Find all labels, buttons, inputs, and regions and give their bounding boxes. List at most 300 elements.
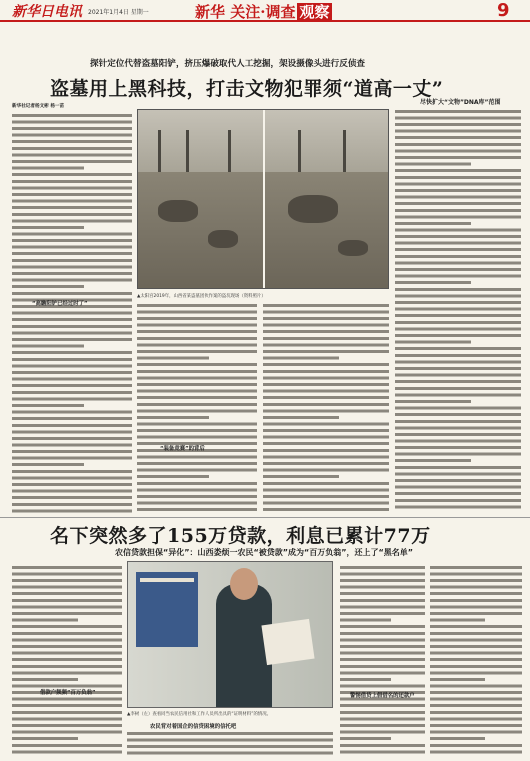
text-line [12,323,132,330]
text-line [263,493,389,500]
text-line [340,702,425,709]
text-line [12,237,132,244]
article1-column-4 [395,108,521,516]
text-line [340,577,425,584]
text-line [12,257,132,264]
text-line [395,279,471,286]
text-line [263,322,389,329]
section-name: 关注·调查 [230,3,296,21]
text-line [137,388,257,395]
article1-byline: 新华社记者杨文彬 杨一苗 [12,104,65,109]
text-line [12,481,132,488]
text-line [430,656,522,663]
text-line [12,422,132,429]
text-line [263,434,389,441]
section-highlight: 观察 [299,3,330,21]
text-line [430,643,522,650]
text-line [263,335,389,342]
text-line [395,365,521,372]
text-line [12,623,122,630]
text-line [12,508,132,515]
text-line [137,328,257,335]
article1-column-1 [12,112,132,516]
text-line [12,158,132,165]
text-line [12,112,132,119]
article2-column-1 [12,564,122,759]
text-line [430,564,522,571]
text-line [12,409,132,416]
text-line [12,729,122,736]
text-line [137,381,257,388]
article2-column-2 [340,564,425,759]
article2-photo [127,561,333,708]
text-line [137,480,257,487]
text-line [12,656,122,663]
text-line [12,165,84,172]
text-line [395,253,521,260]
article2-subhead-2: 农民背对着国企的信贷困境的信托吧 [150,724,237,730]
text-line [263,506,389,513]
text-line [12,617,78,624]
section-divider [0,517,530,518]
text-line [12,630,122,637]
text-line [127,743,333,750]
text-line [12,145,132,152]
issue-date: 2021年1月4日 星期一 [88,9,149,16]
article1-side-title: 尽快扩大“文物”DNA库”范围 [420,99,501,106]
text-line [12,132,132,139]
text-line [263,460,389,467]
text-line [395,200,521,207]
text-line [137,500,257,507]
text-line [12,204,132,211]
text-line [12,349,132,356]
text-line [395,477,521,484]
text-line [137,322,257,329]
text-line [12,742,122,749]
text-line [263,361,389,368]
article2-column-3 [127,730,333,759]
text-line [137,375,257,382]
text-line [12,138,132,145]
text-line [12,316,132,323]
text-line [395,227,521,234]
text-line [12,310,132,317]
text-line [430,735,485,742]
article2-subtitle: 农信贷款担保“异化”：山西娄烦一农民“被贷款”成为“百万负翁”，还上了“黑名单” [115,548,414,557]
text-line [12,402,84,409]
text-line [263,408,389,415]
text-line [137,414,209,421]
text-line [340,604,425,611]
text-line [395,115,521,122]
text-line [340,735,391,742]
text-line [430,604,522,611]
text-line [340,663,425,670]
article2-subhead-1: 借款户频频“百万负翁” [40,690,96,696]
text-line [12,198,132,205]
text-line [430,729,522,736]
text-line [12,571,122,578]
text-line [12,610,122,617]
text-line [12,336,132,343]
text-line [137,487,257,494]
text-line [340,670,425,677]
text-line [430,702,522,709]
text-line [137,408,257,415]
text-line [395,352,521,359]
page-header [0,0,530,22]
text-line [12,231,132,238]
text-line [340,610,425,617]
text-line [395,128,521,135]
text-line [263,467,389,474]
text-line [395,121,521,128]
text-line [395,246,521,253]
text-line [395,187,521,194]
text-line [395,398,471,405]
text-line [395,471,521,478]
text-line [12,663,122,670]
text-line [263,480,389,487]
text-line [395,134,521,141]
text-line [12,415,132,422]
text-line [12,435,132,442]
text-line [263,401,389,408]
text-line [395,431,521,438]
text-line [395,405,521,412]
text-line [12,396,132,403]
text-line [137,434,257,441]
text-line [263,368,389,375]
text-line [12,356,132,363]
text-line [395,141,521,148]
text-line [12,178,132,185]
text-line [263,375,389,382]
text-line [127,750,333,757]
text-line [137,467,257,474]
text-line [137,302,257,309]
article1-subtitle: 探针定位代替盗墓阳铲，挤压爆破取代人工挖掘，架设摄像头进行反侦查 [90,59,366,69]
text-line [395,167,521,174]
text-line [263,454,389,461]
text-line [340,722,425,729]
text-line [12,211,132,218]
text-line [395,497,521,504]
text-line [430,670,522,677]
text-line [263,309,389,316]
page-number: 9 [497,0,510,21]
text-line [395,444,521,451]
text-line [430,590,522,597]
text-line [395,181,521,188]
text-line [127,730,333,737]
text-line [12,283,84,290]
text-line [430,696,522,703]
text-line [395,438,521,445]
text-line [395,378,521,385]
text-line [12,604,122,611]
text-line [137,427,257,434]
text-line [263,355,339,362]
text-line [12,448,132,455]
text-line [395,299,521,306]
text-line [395,207,521,214]
text-line [395,273,521,280]
text-line [395,154,521,161]
text-line [137,315,257,322]
text-line [12,501,132,508]
text-line [395,148,521,155]
article1-column-2 [137,302,257,516]
text-line [12,716,122,723]
text-line [12,429,132,436]
text-line [340,597,425,604]
text-line [137,361,257,368]
text-line [340,650,425,657]
text-line [12,676,78,683]
article2-headline: 名下突然多了155万贷款，利息已累计77万 [50,525,431,547]
text-line [430,597,522,604]
text-line [263,348,389,355]
article1-subhead-1: “高瞻阳铲已经过时了” [32,301,88,307]
text-line [340,716,425,723]
text-line [395,504,521,511]
article2-column-4 [430,564,522,759]
text-line [12,494,132,501]
text-line [395,345,521,352]
text-line [137,355,209,362]
text-line [430,584,522,591]
text-line [137,342,257,349]
text-line [12,343,84,350]
text-line [430,742,522,749]
text-line [12,389,132,396]
text-line [263,447,389,454]
text-line [12,442,132,449]
text-line [137,401,257,408]
text-line [340,676,391,683]
text-line [12,461,84,468]
text-line [430,749,522,756]
text-line [395,260,521,267]
text-line [395,312,521,319]
text-line [430,722,522,729]
text-line [340,729,425,736]
text-line [430,663,522,670]
text-line [340,643,425,650]
text-line [340,630,425,637]
text-line [263,487,389,494]
text-line [12,455,132,462]
text-line [12,577,122,584]
text-line [395,194,521,201]
article2-photo-caption: ▲李树（左）查看同当农民信用社和工作人员所出具的“证明材料”的情况。 [127,712,272,717]
text-line [137,454,257,461]
text-line [395,286,521,293]
text-line [263,427,389,434]
text-line [263,315,389,322]
text-line [430,709,522,716]
text-line [137,309,257,316]
text-line [12,722,122,729]
text-line [395,457,471,464]
text-line [340,709,425,716]
text-line [137,335,257,342]
section-title [195,1,332,22]
text-line [263,328,389,335]
text-line [395,108,521,115]
text-line [263,394,389,401]
article1-subhead-2: “装备竞赛”的背后 [160,446,205,452]
text-line [395,385,521,392]
text-line [12,749,122,756]
text-line [12,643,122,650]
text-line [395,332,521,339]
text-line [430,577,522,584]
text-line [430,683,522,690]
text-line [12,369,132,376]
text-line [395,319,521,326]
text-line [12,330,132,337]
newspaper-brand: 新华日电讯 [12,4,82,20]
text-line [12,735,78,742]
text-line [12,185,132,192]
text-line [340,749,425,756]
text-line [395,293,521,300]
text-line [12,125,132,132]
text-line [340,564,425,571]
text-line [12,152,132,159]
text-line [137,348,257,355]
text-line [430,650,522,657]
section-brand: 新华 [195,3,226,21]
text-line [263,421,389,428]
text-line [137,493,257,500]
text-line [137,473,209,480]
text-line [340,571,425,578]
text-line [263,414,339,421]
text-line [12,650,122,657]
text-line [12,475,132,482]
text-line [395,359,521,366]
text-line [263,342,389,349]
text-line [12,597,122,604]
text-line [430,689,522,696]
text-line [263,381,389,388]
text-line [395,214,521,221]
text-line [263,500,389,507]
text-line [12,564,122,571]
text-line [430,637,522,644]
article2-subhead-3: 警惕借贷上假借名的还款户 [350,693,415,699]
text-line [395,490,521,497]
text-line [395,233,521,240]
text-line [12,277,132,284]
text-line [12,264,132,271]
article1-photo-caption: ▲太阳宫2019年，山西省某盗墓团伙作案的盗坑现场（资料照片） [137,294,266,299]
text-line [395,451,521,458]
text-line [137,421,257,428]
text-line [340,742,425,749]
article1-photo [137,109,389,289]
text-line [340,584,425,591]
text-line [340,683,425,690]
text-line [12,270,132,277]
text-line [12,224,84,231]
text-line [395,464,521,471]
text-line [395,392,521,399]
text-line [12,584,122,591]
text-line [263,302,389,309]
text-line [12,382,132,389]
text-line [430,623,522,630]
text-line [430,610,522,617]
text-line [12,709,122,716]
text-line [395,326,521,333]
text-line [12,702,122,709]
text-line [12,637,122,644]
text-line [127,737,333,744]
text-line [430,630,522,637]
text-line [340,637,425,644]
text-line [395,339,471,346]
text-line [12,670,122,677]
text-line [395,240,521,247]
text-line [395,220,471,227]
text-line [12,171,132,178]
text-line [395,372,521,379]
text-line [12,290,132,297]
text-line [395,306,521,313]
text-line [430,676,485,683]
text-line [395,425,521,432]
text-line [12,244,132,251]
text-line [12,468,132,475]
text-line [12,119,132,126]
text-line [395,411,521,418]
text-line [12,696,122,703]
text-line [430,716,522,723]
text-line [137,368,257,375]
text-line [137,394,257,401]
article1-headline: 盗墓用上黑科技，打击文物犯罪须“道高一丈” [50,78,444,100]
text-line [263,440,389,447]
article1-column-3 [263,302,389,516]
text-line [430,617,485,624]
text-line [137,506,257,513]
text-line [12,376,132,383]
text-line [340,656,425,663]
text-line [137,460,257,467]
text-line [395,266,521,273]
text-line [430,571,522,578]
text-line [12,488,132,495]
text-line [12,363,132,370]
text-line [12,218,132,225]
text-line [12,191,132,198]
text-line [340,623,425,630]
text-line [263,388,389,395]
text-line [12,590,122,597]
text-line [263,473,339,480]
text-line [395,161,471,168]
text-line [12,250,132,257]
text-line [395,174,521,181]
text-line [340,617,391,624]
text-line [395,418,521,425]
text-line [340,590,425,597]
